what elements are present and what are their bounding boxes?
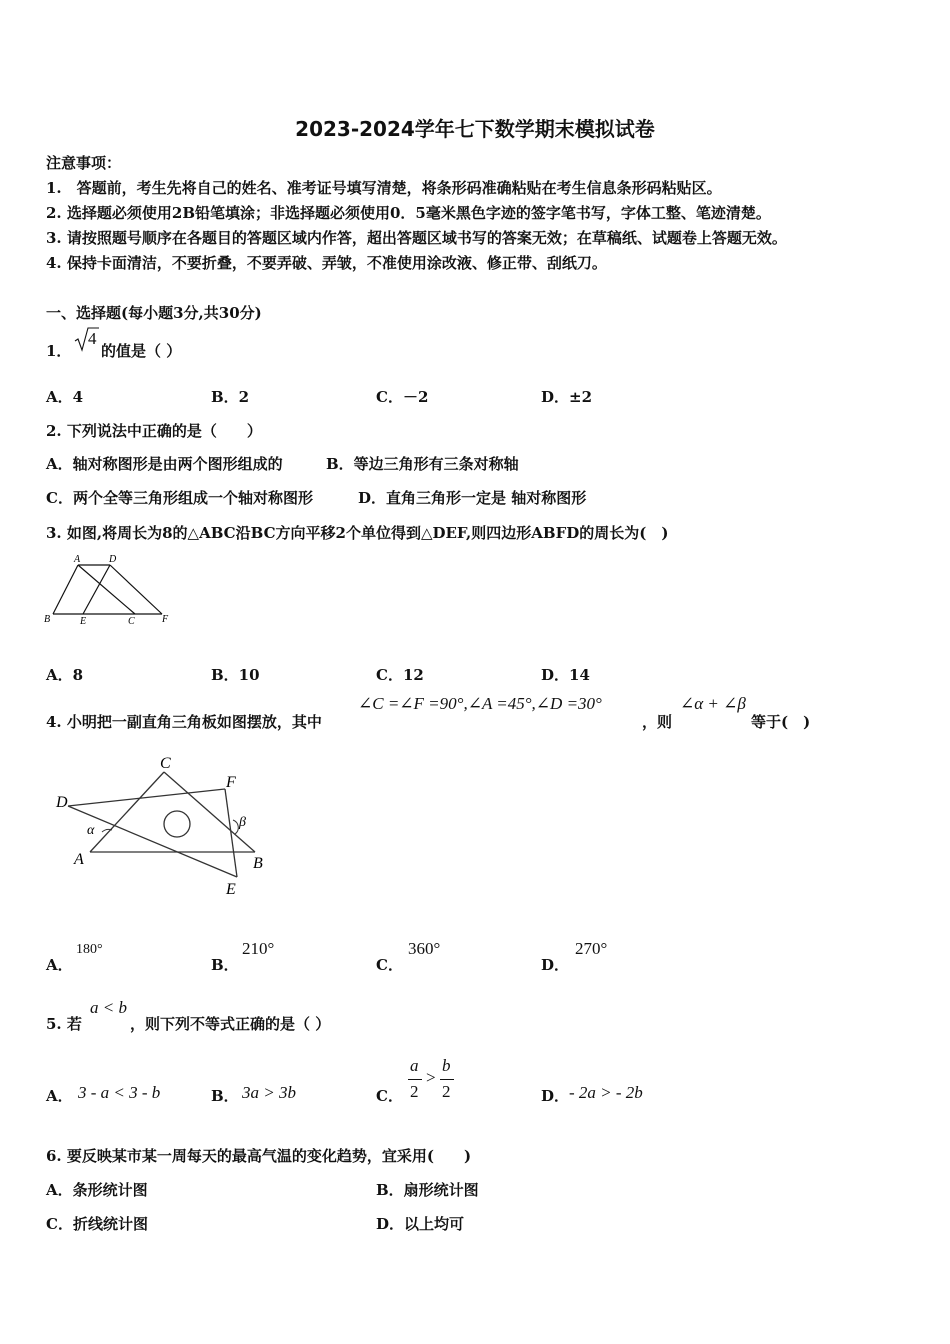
fraction-denominator: 2 [410,1082,419,1101]
q4-option-b-letter: B． [211,956,239,974]
q4-option-b-value: 210° [242,939,275,958]
point-label-c: C [160,755,171,772]
q2-option-b: B．等边三角形有三条对称轴 [326,455,519,473]
q5-condition: a < b [90,998,127,1017]
q1-radicand: 4 [88,329,97,348]
q4-option-d-value: 270° [575,939,608,958]
note-item: 2. 选择题必须使用2B铅笔填涂；非选择题必须使用0．5毫米黑色字迹的签字笔书写，字体工整、笔迹清楚。 [46,204,771,222]
segment-cb [164,772,255,852]
translation-triangle-figure [40,550,180,630]
q4-option-c-value: 360° [408,939,441,958]
point-label-f: F [162,614,169,625]
q4-text-after: 等于( ) [751,713,811,731]
q2-option-d: D．直角三角形一定是 轴对称图形 [358,489,587,507]
q4-figure [50,752,280,906]
q4-expression: ∠α + ∠β [680,694,746,713]
q6-option-a: A．条形统计图 [46,1181,148,1199]
q6-option-c: C．折线统计图 [46,1215,148,1233]
q6-text: 6. 要反映某市某一周每天的最高气温的变化趋势，宜采用( ) [46,1147,472,1165]
angle-beta-arc [233,820,238,834]
point-label-c: C [128,616,135,627]
q4-option-d-letter: D． [541,956,570,974]
note-item: 3. 请按照题号顺序在各题目的答题区域内作答，超出答题区域书写的答案无效；在草稿纸、试题卷上答题无效。 [46,229,787,247]
q6-option-d: D．以上均可 [376,1215,465,1233]
point-label-e: E [226,881,236,898]
angle-label-alpha: α [87,823,95,838]
q5-text-after: ，则下列不等式正确的是（ ） [130,1015,331,1033]
angle-label-beta: β [239,815,246,830]
q5-option-b-value: 3a > 3b [242,1083,296,1102]
fraction-bar [408,1079,422,1080]
segment-ac [90,772,164,852]
point-label-a: A [74,554,81,565]
q5-option-d-value: - 2a > - 2b [569,1083,643,1102]
q5-option-b-letter: B． [211,1087,239,1105]
fraction-bar [440,1079,454,1080]
q1-sqrt [74,326,100,356]
q1-text: 的值是（ ） [101,342,182,360]
point-label-d: D [109,554,117,565]
q2-text: 2. 下列说法中正确的是（ ） [46,422,262,440]
section-heading: 一、选择题(每小题3分,共30分) [46,304,262,322]
q5-option-a-letter: A． [46,1087,73,1105]
q4-option-a-letter: A． [46,956,73,974]
notes-heading: 注意事项： [46,154,122,172]
q1-option-d: D．±2 [541,388,593,406]
point-label-a: A [74,851,84,868]
fraction-operator: > [426,1068,436,1087]
set-squares-figure [50,752,280,902]
q1-number: 1． [46,342,72,360]
segment-df [110,565,162,614]
segment-de [68,806,237,877]
q4-option-a-value: 180° [76,942,103,957]
q4-text-before: 4. 小明把一副直角三角板如图摆放，其中 [46,713,322,731]
point-label-b: B [44,614,51,625]
q3-option-c: C．12 [376,666,424,684]
point-label-f: F [226,774,236,791]
q3-text: 3. 如图,将周长为8的△ABC沿BC方向平移2个单位得到△DEF,则四边形ABFD的周长为( ) [46,524,669,542]
q5-text-before: 5. 若 [46,1015,82,1033]
page-title: 2023-2024学年七下数学期末模拟试卷 [295,117,655,141]
q4-text-mid: ，则 [642,713,673,731]
point-label-b: B [253,855,263,872]
q1-option-a: A．4 [46,388,84,406]
q6-option-b: B．扇形统计图 [376,1181,479,1199]
fraction-numerator: a [410,1056,419,1075]
q3-option-a: A．8 [46,666,84,684]
q5-option-c-value [406,1056,456,1106]
q3-figure [40,550,180,634]
point-label-e: E [80,616,87,627]
q5-option-a-value: 3 - a < 3 - b [78,1083,161,1102]
note-item: 4. 保持卡面清洁，不要折叠，不要弄破、弄皱，不准使用涂改液、修正带、刮纸刀。 [46,254,607,272]
fraction-numerator: b [442,1056,451,1075]
q3-option-d: D．14 [541,666,590,684]
center-circle [164,811,190,837]
q4-condition: ∠C =∠F =90°,∠A =45°,∠D =30° [358,694,602,713]
q4-option-c-letter: C． [376,956,403,974]
q2-option-a: A．轴对称图形是由两个图形组成的 [46,455,283,473]
segment-ab [53,565,78,614]
q2-option-c: C．两个全等三角形组成一个轴对称图形 [46,489,313,507]
q5-option-c-letter: C． [376,1087,403,1105]
q3-option-b: B．10 [211,666,260,684]
note-item: 1. 答题前，考生先将自己的姓名、准考证号填写清楚，将条形码准确粘贴在考生信息条形码粘贴区。 [46,179,722,197]
point-label-d: D [56,794,68,811]
q1-option-b: B．2 [211,388,250,406]
segment-fe [225,789,237,877]
q1-option-c: C．－2 [376,388,429,406]
fraction-denominator: 2 [442,1082,451,1101]
q5-option-d-letter: D． [541,1087,570,1105]
